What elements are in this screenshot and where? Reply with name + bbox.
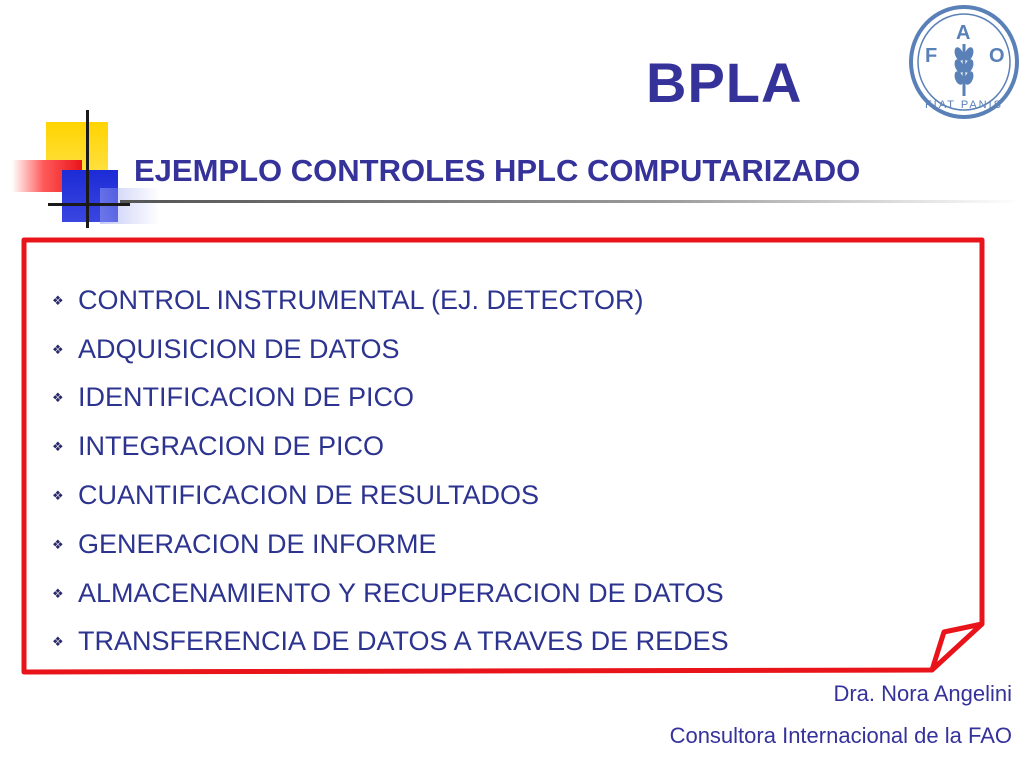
list-item bbox=[52, 471, 729, 520]
diamond-bullet-icon: ❖ bbox=[52, 488, 64, 504]
decor-fade-bar bbox=[100, 188, 160, 224]
list-item bbox=[52, 569, 729, 618]
bullet-text: CONTROL INSTRUMENTAL (EJ. DETECTOR) bbox=[78, 284, 644, 315]
decor-horizontal-line bbox=[48, 203, 130, 206]
list-item bbox=[52, 325, 729, 374]
fao-logo bbox=[907, 4, 1021, 120]
diamond-bullet-icon: ❖ bbox=[52, 341, 64, 357]
svg-text:F: F bbox=[925, 45, 938, 67]
bullet-text: GENERACION DE INFORME bbox=[78, 528, 437, 559]
bullet-text: ALMACENAMIENTO Y RECUPERACION DE DATOS bbox=[78, 577, 724, 608]
author-name: Dra. Nora Angelini bbox=[833, 681, 1012, 706]
diamond-bullet-icon: ❖ bbox=[52, 585, 64, 601]
bullet-text: TRANSFERENCIA DE DATOS A TRAVES DE REDES bbox=[78, 626, 729, 657]
svg-text:O: O bbox=[989, 45, 1005, 67]
diamond-bullet-icon: ❖ bbox=[52, 292, 64, 308]
list-item bbox=[52, 276, 729, 325]
svg-text:A: A bbox=[956, 22, 971, 44]
list-item bbox=[52, 618, 729, 667]
svg-text:FIAT PANIS: FIAT PANIS bbox=[924, 99, 1004, 111]
title-underline bbox=[120, 200, 1020, 203]
diamond-bullet-icon: ❖ bbox=[52, 536, 64, 552]
list-item bbox=[52, 520, 729, 569]
list-item bbox=[52, 374, 729, 423]
bullet-list bbox=[52, 276, 729, 666]
author-role: Consultora Internacional de la FAO bbox=[669, 723, 1012, 748]
decor-vertical-line bbox=[86, 110, 89, 228]
bullet-text: ADQUISICION DE DATOS bbox=[78, 333, 400, 364]
bullet-text: CUANTIFICACION DE RESULTADOS bbox=[78, 480, 540, 511]
slide-title: BPLA bbox=[646, 51, 803, 114]
bullet-text: INTEGRACION DE PICO bbox=[78, 431, 385, 462]
diamond-bullet-icon: ❖ bbox=[52, 390, 64, 406]
list-item bbox=[52, 422, 729, 471]
diamond-bullet-icon: ❖ bbox=[52, 634, 64, 650]
bullet-text: IDENTIFICACION DE PICO bbox=[78, 382, 415, 413]
slide-subtitle: EJEMPLO CONTROLES HPLC COMPUTARIZADO bbox=[134, 153, 861, 188]
diamond-bullet-icon: ❖ bbox=[52, 439, 64, 455]
